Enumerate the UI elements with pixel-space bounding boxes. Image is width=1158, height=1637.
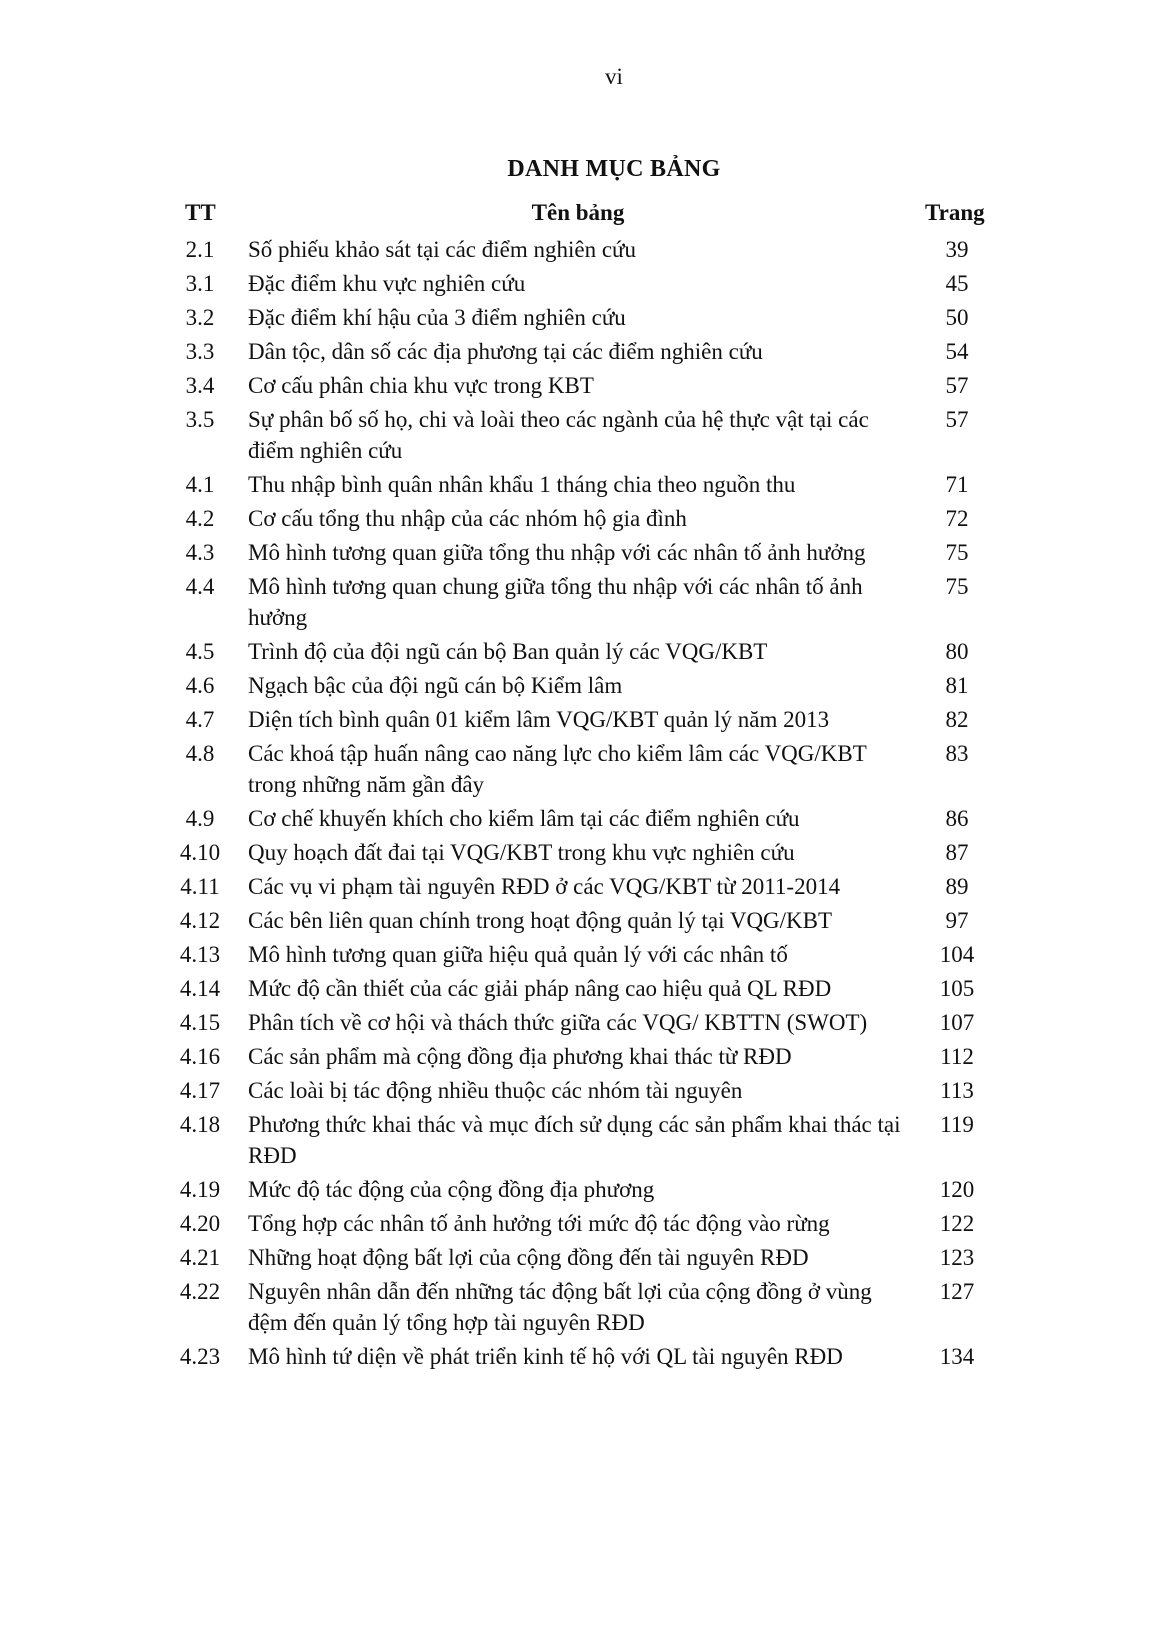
row-table-name: Thu nhập bình quân nhân khẩu 1 tháng chia theo nguồn thu [248,472,796,497]
table-row [0,803,1158,837]
row-number: 4.9 [185,806,215,831]
row-page: 54 [945,339,969,364]
row-table-name: Mô hình tứ diện về phát triển kinh tế hộ với QL tài nguyên RĐD [248,1344,843,1369]
table-row [0,939,1158,973]
table-row [0,1276,1158,1341]
row-table-name: Trình độ của đội ngũ cán bộ Ban quản lý các VQG/KBT [248,639,768,664]
row-page: 50 [945,305,969,330]
column-header-tt: TT [185,200,216,225]
row-table-name: Phương thức khai thác và mục đích sử dụng các sản phẩm khai thác tại RĐD [248,1112,901,1168]
row-number: 4.10 [179,840,221,865]
row-table-name: Các sản phẩm mà cộng đồng địa phương khai thác từ RĐD [248,1044,792,1069]
table-row [0,302,1158,336]
table-row [0,1174,1158,1208]
row-page: 127 [939,1279,975,1304]
row-table-name: Ngạch bậc của đội ngũ cán bộ Kiểm lâm [248,673,623,698]
table-row [0,268,1158,302]
table-header [0,200,1158,234]
table-row [0,571,1158,636]
row-table-name: Cơ cấu phân chia khu vực trong KBT [248,373,594,398]
row-number: 4.14 [179,976,221,1001]
table-row [0,1007,1158,1041]
row-page: 107 [939,1010,975,1035]
row-number: 4.2 [185,506,215,531]
row-number: 4.21 [179,1245,221,1270]
row-number: 3.4 [185,373,215,398]
row-number: 4.15 [179,1010,221,1035]
row-number: 3.3 [185,339,215,364]
table-row [0,469,1158,503]
row-page: 83 [945,741,969,766]
row-number: 4.7 [185,707,215,732]
table-row [0,704,1158,738]
row-table-name: Các khoá tập huấn nâng cao năng lực cho kiểm lâm các VQG/KBT trong những năm gần đây [248,741,867,797]
row-number: 4.23 [179,1344,221,1369]
row-table-name: Các loài bị tác động nhiều thuộc các nhóm tài nguyên [248,1078,743,1103]
row-number: 4.20 [179,1211,221,1236]
table-row [0,1041,1158,1075]
row-page: 122 [939,1211,975,1236]
row-number: 4.17 [179,1078,221,1103]
row-page: 75 [945,540,969,565]
row-table-name: Đặc điểm khu vực nghiên cứu [248,271,526,296]
table-row [0,871,1158,905]
row-page: 89 [945,874,969,899]
row-number: 4.12 [179,908,221,933]
table-body [0,234,1158,1375]
row-page: 120 [939,1177,975,1202]
row-page: 119 [940,1112,974,1137]
row-number: 4.19 [179,1177,221,1202]
row-table-name: Sự phân bố số họ, chi và loài theo các ngành của hệ thực vật tại các điểm nghiên cứu [248,407,869,463]
row-table-name: Các bên liên quan chính trong hoạt động quản lý tại VQG/KBT [248,908,833,933]
row-table-name: Dân tộc, dân số các địa phương tại các điểm nghiên cứu [248,339,763,364]
table-row [0,670,1158,704]
row-table-name: Mô hình tương quan giữa hiệu quả quản lý với các nhân tố [248,942,788,967]
row-number: 4.6 [185,673,215,698]
column-header-page: Trang [925,200,985,225]
row-table-name: Quy hoạch đất đai tại VQG/KBT trong khu vực nghiên cứu [248,840,795,865]
row-table-name: Mô hình tương quan giữa tổng thu nhập với các nhân tố ảnh hưởng [248,540,866,565]
row-page: 81 [945,673,969,698]
table-row [0,1242,1158,1276]
table-row [0,234,1158,268]
column-header-name: Tên bảng [531,200,625,225]
table-row [0,837,1158,871]
row-table-name: Tổng hợp các nhân tố ảnh hưởng tới mức độ tác động vào rừng [248,1211,830,1236]
row-number: 4.16 [179,1044,221,1069]
row-page: 112 [940,1044,974,1069]
row-number: 4.5 [185,639,215,664]
row-page: 87 [945,840,969,865]
row-page: 72 [945,506,969,531]
row-table-name: Những hoạt động bất lợi của cộng đồng đến tài nguyên RĐD [248,1245,809,1270]
row-page: 80 [945,639,969,664]
row-page: 134 [939,1344,975,1369]
table-row [0,905,1158,939]
row-page: 71 [945,472,969,497]
row-number: 4.11 [180,874,220,899]
row-page: 113 [940,1078,974,1103]
row-page: 104 [939,942,975,967]
row-page: 57 [945,407,969,432]
table-row [0,1208,1158,1242]
table-row [0,370,1158,404]
table-row [0,738,1158,803]
table-row [0,503,1158,537]
table-row [0,1075,1158,1109]
row-number: 3.2 [185,305,215,330]
row-number: 3.1 [185,271,215,296]
row-table-name: Cơ cấu tổng thu nhập của các nhóm hộ gia đình [248,506,687,531]
row-page: 105 [939,976,975,1001]
row-number: 4.4 [185,574,215,599]
row-table-name: Mức độ tác động của cộng đồng địa phương [248,1177,655,1202]
row-page: 82 [945,707,969,732]
table-row [0,336,1158,370]
row-number: 4.8 [185,741,215,766]
row-number: 4.22 [179,1279,221,1304]
row-page: 97 [945,908,969,933]
row-page: 45 [945,271,969,296]
row-page: 75 [945,574,969,599]
row-table-name: Phân tích về cơ hội và thách thức giữa các VQG/ KBTTN (SWOT) [248,1010,868,1035]
row-table-name: Nguyên nhân dẫn đến những tác động bất lợi của cộng đồng ở vùng đệm đến quản lý tổng hợp tài nguyên RĐD [248,1279,872,1335]
row-number: 4.3 [185,540,215,565]
row-page: 57 [945,373,969,398]
table-row [0,636,1158,670]
row-table-name: Đặc điểm khí hậu của 3 điểm nghiên cứu [248,305,626,330]
row-table-name: Số phiếu khảo sát tại các điểm nghiên cứu [248,237,637,262]
table-row [0,1109,1158,1174]
row-number: 2.1 [185,237,215,262]
table-row [0,404,1158,469]
table-row [0,537,1158,571]
row-number: 4.1 [185,472,215,497]
row-table-name: Mô hình tương quan chung giữa tổng thu nhập với các nhân tố ảnh hưởng [248,574,863,630]
table-row [0,973,1158,1007]
row-table-name: Cơ chế khuyến khích cho kiểm lâm tại các điểm nghiên cứu [248,806,800,831]
row-table-name: Diện tích bình quân 01 kiểm lâm VQG/KBT quản lý năm 2013 [248,707,830,732]
row-number: 4.18 [179,1112,221,1137]
row-number: 3.5 [185,407,215,432]
page-title: DANH MỤC BẢNG [507,156,721,182]
row-table-name: Mức độ cần thiết của các giải pháp nâng cao hiệu quả QL RĐD [248,976,832,1001]
row-page: 86 [945,806,969,831]
row-table-name: Các vụ vi phạm tài nguyên RĐD ở các VQG/KBT từ 2011-2014 [248,874,841,899]
row-number: 4.13 [179,942,221,967]
table-row [0,1341,1158,1375]
row-page: 123 [939,1245,975,1270]
row-page: 39 [945,237,969,262]
page-number: vi [605,64,623,89]
